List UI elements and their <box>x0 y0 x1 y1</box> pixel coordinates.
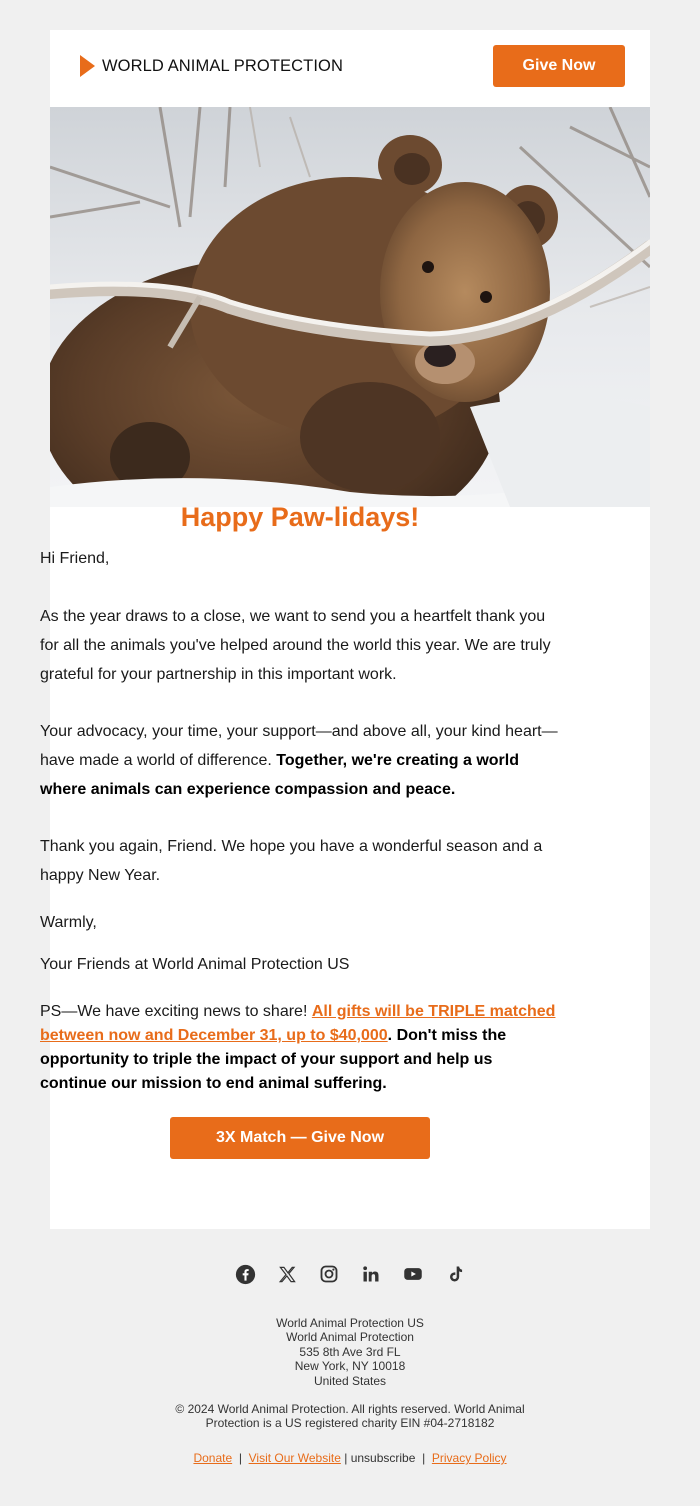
social-links <box>234 1263 466 1285</box>
closing: Warmly, <box>40 914 97 931</box>
address-line: New York, NY 10018 <box>294 1359 406 1374</box>
brand-triangle-icon <box>80 55 95 77</box>
address-line: World Animal Protection <box>286 1330 414 1345</box>
greeting: Hi Friend, <box>40 550 110 567</box>
address-line: World Animal Protection US <box>276 1316 424 1330</box>
match-give-now-button[interactable]: 3X Match — Give Now <box>170 1117 430 1159</box>
paragraph-thank-you: As the year draws to a close, we want to send you a heartfelt thank you for all the animals you've helped around the world this year. We are truly grateful for your partnership in this important work. <box>40 608 551 683</box>
privacy-policy-link[interactable]: Privacy Policy <box>431 1451 507 1465</box>
brand-logo[interactable] <box>80 55 343 77</box>
bear-in-snow-photo <box>50 107 650 507</box>
hero-image[interactable] <box>50 107 650 507</box>
signature: Your Friends at World Animal Protection US <box>40 956 350 973</box>
paragraph-advocacy <box>40 717 560 804</box>
address-line: 535 8th Ave 3rd FL <box>299 1344 401 1359</box>
separator: | <box>422 1451 426 1465</box>
visit-website-link[interactable]: Visit Our Website <box>248 1451 341 1465</box>
copyright: © 2024 World Animal Protection. All rights reserved. World Animal Protection is a US registered charity EIN #04-2718182 <box>175 1402 525 1431</box>
tiktok-icon[interactable] <box>444 1263 466 1285</box>
advocacy-bold-text: Together, we're creating a world where animals can experience compassion and peace. <box>40 752 519 798</box>
separator: | <box>238 1451 242 1465</box>
separator: | <box>344 1451 348 1465</box>
footer-links <box>0 1451 700 1465</box>
youtube-icon[interactable] <box>402 1263 424 1285</box>
ps-bold-text: . Don't miss the opportunity to triple the impact of your support and help us continue our mission to end animal suffering. <box>40 1027 507 1092</box>
linkedin-icon[interactable] <box>360 1263 382 1285</box>
address-line: United States <box>313 1373 387 1388</box>
headline: Happy Paw-lidays! <box>180 502 420 532</box>
instagram-icon[interactable] <box>318 1263 340 1285</box>
unsubscribe-link[interactable]: unsubscribe <box>350 1451 416 1465</box>
facebook-icon[interactable] <box>234 1263 256 1285</box>
triple-match-link[interactable]: All gifts will be TRIPLE matched between now and December 31, up to $40,000 <box>40 1003 556 1044</box>
ps-intro: PS—We have exciting news to share! <box>40 1003 312 1020</box>
donate-link[interactable]: Donate <box>193 1451 233 1465</box>
postscript <box>40 1000 560 1096</box>
email-header <box>50 30 650 107</box>
x-icon[interactable] <box>276 1263 298 1285</box>
give-now-button[interactable]: Give Now <box>493 45 625 87</box>
brand-name: WORLD ANIMAL PROTECTION <box>102 56 343 75</box>
mailing-address <box>0 1316 700 1388</box>
paragraph-new-year: Thank you again, Friend. We hope you have a wonderful season and a happy New Year. <box>40 838 543 884</box>
advocacy-text: Your advocacy, your time, your support—and above all, your kind heart—have made a world of difference. <box>40 723 558 769</box>
